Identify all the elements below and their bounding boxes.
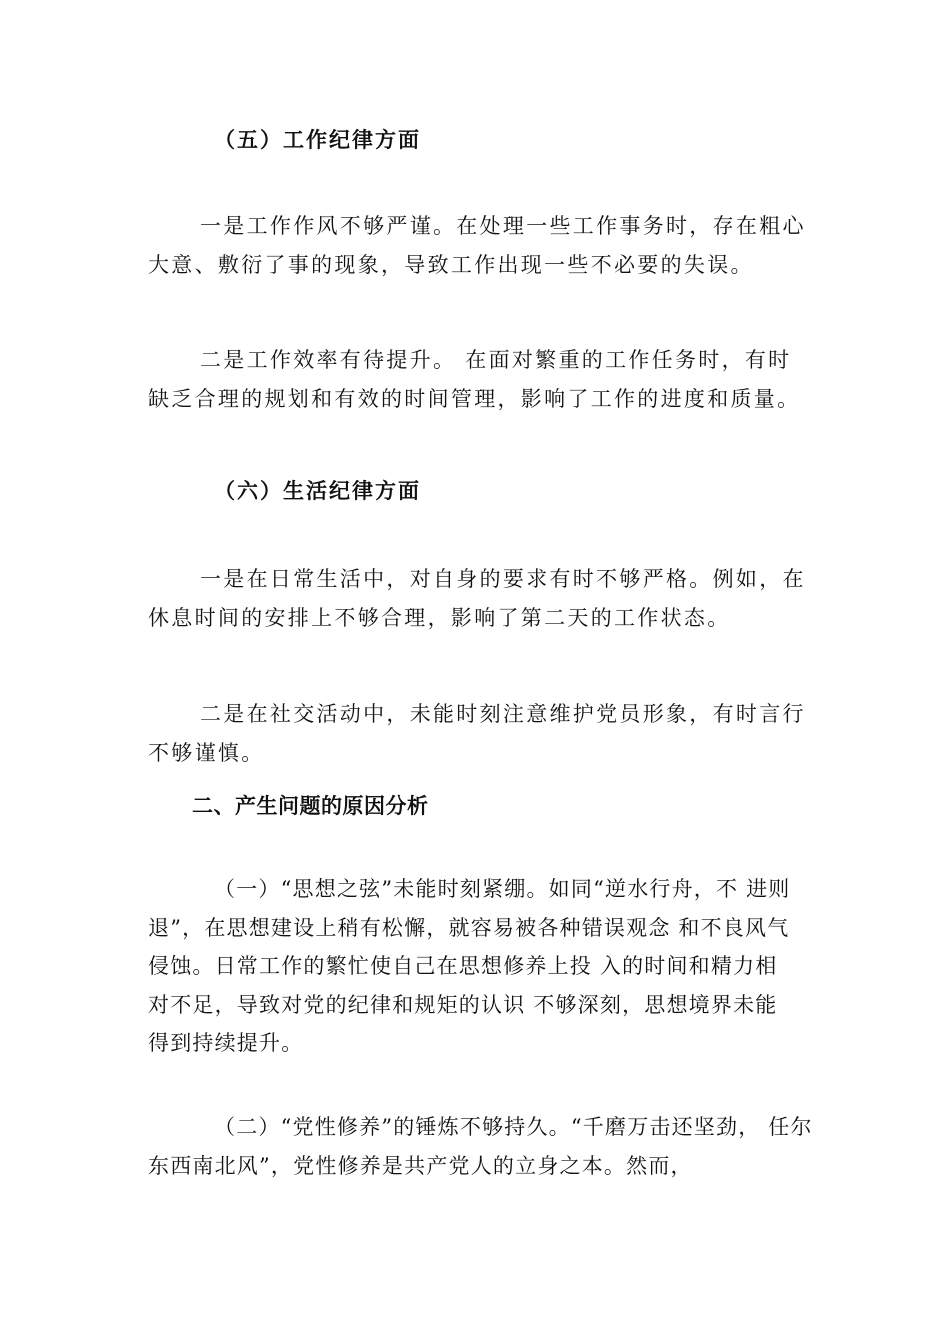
paragraph-ideological-string: （一）“思想之弦”未能时刻紧绷。如同“逆水行舟，不 进则退”，在思想建设上稍有松懈，就容易被各种错误观念 和不良风气侵蚀。日常工作的繁忙使自己在思想修养上投 入的时间和精力相对不足，导致对党的纪律和规矩的认识 不够深刻，思想境界未能得到持续提升。	[148, 877, 791, 1055]
section-heading-life-discipline: （六）生活纪律方面	[214, 478, 421, 503]
paragraph-party-cultivation: （二）“党性修养”的锤炼不够持久。“千磨万击还坚劲， 任尔东西南北风”，党性修养是共产党人的立身之本。然而，	[148, 1115, 813, 1178]
part-two-title: 二、产生问题的原因分析	[192, 794, 429, 818]
section-heading-work-discipline: （五）工作纪律方面	[214, 127, 421, 152]
paragraph-work-style: 一是工作作风不够严谨。在处理一些工作事务时，存在粗心大意、敷衍了事的现象，导致工作出现一些不必要的失误。	[148, 214, 806, 277]
paragraph-social-activities: 二是在社交活动中，未能时刻注意维护党员形象，有时言行不够谨慎。	[148, 702, 806, 765]
paragraph-work-efficiency: 二是工作效率有待提升。 在面对繁重的工作任务时，有时缺乏合理的规划和有效的时间管理，影响了工作的进度和质量。	[148, 348, 801, 411]
paragraph-daily-life: 一是在日常生活中，对自身的要求有时不够严格。例如，在休息时间的安排上不够合理，影响了第二天的工作状态。	[148, 567, 806, 630]
